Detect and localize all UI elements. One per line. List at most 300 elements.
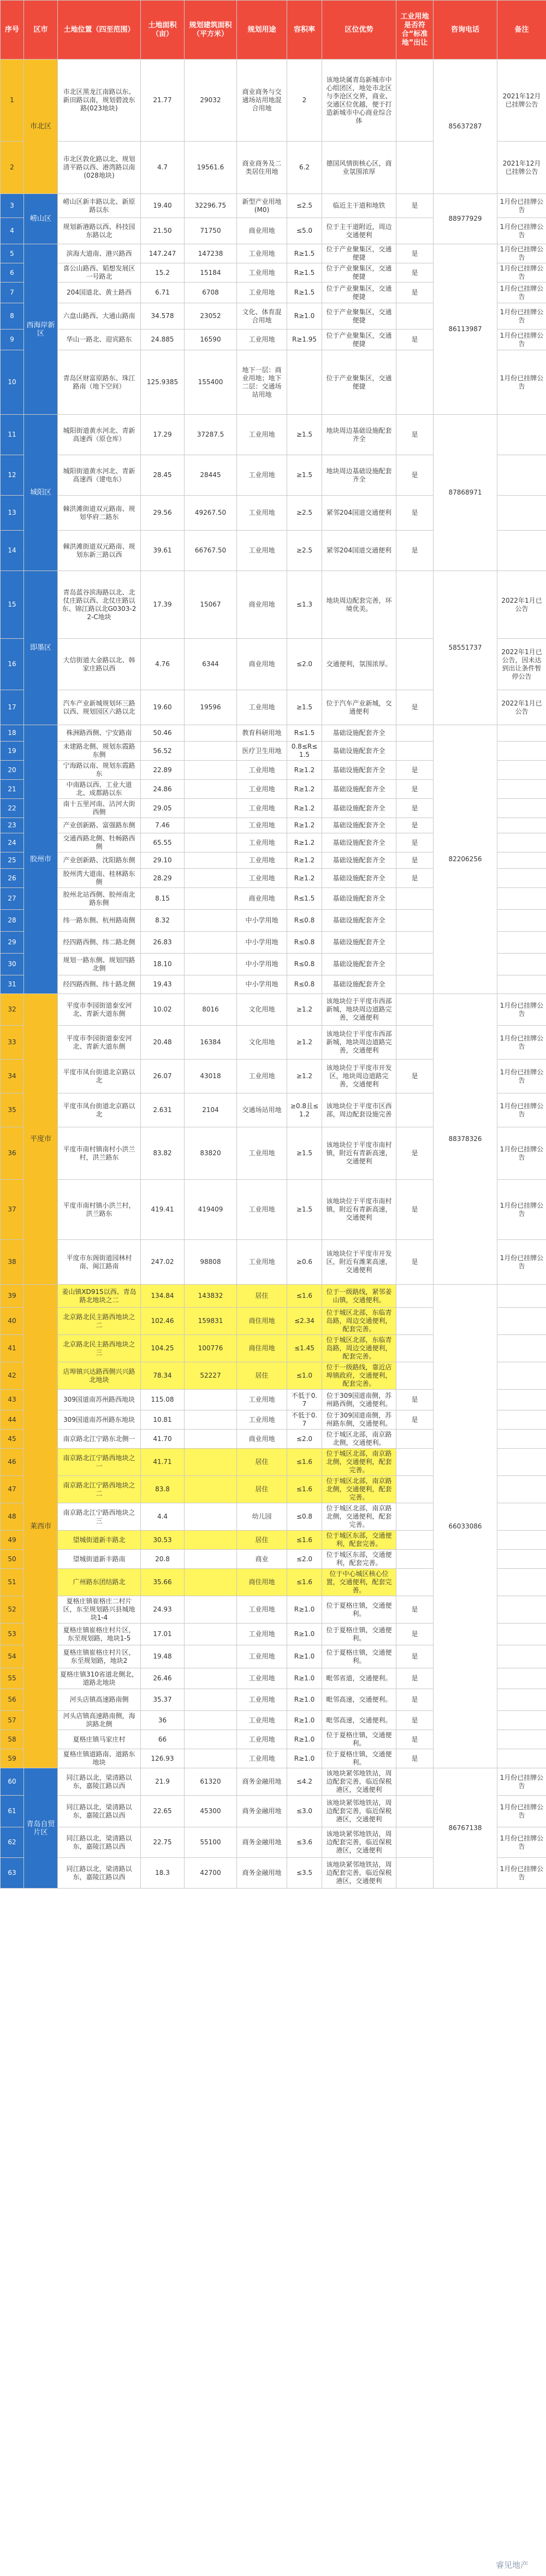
cell-industrial: 是 bbox=[396, 415, 434, 455]
cell-far: R≥1.0 bbox=[287, 1730, 322, 1749]
cell-use: 商业 bbox=[237, 1550, 287, 1569]
cell-build bbox=[185, 799, 237, 818]
cell-note bbox=[497, 910, 546, 932]
cell-seq: 35 bbox=[1, 1093, 24, 1127]
cell-phone: 58551737 bbox=[434, 571, 497, 725]
cell-use: 工业用地 bbox=[237, 244, 287, 263]
cell-industrial bbox=[396, 742, 434, 761]
cell-industrial: 是 bbox=[396, 1668, 434, 1689]
cell-far: R≥1.0 bbox=[287, 1624, 322, 1645]
cell-location: 城阳街道黄水河北、青新高速西（建电东） bbox=[58, 455, 141, 496]
cell-area: 126.93 bbox=[141, 1749, 185, 1768]
cell-far: ≥1.2 bbox=[287, 994, 322, 1026]
table-row bbox=[1, 244, 546, 263]
cell-seq: 26 bbox=[1, 869, 24, 888]
cell-build: 45300 bbox=[185, 1796, 237, 1827]
cell-use: 幼儿园 bbox=[237, 1503, 287, 1531]
cell-build: 159831 bbox=[185, 1308, 237, 1335]
cell-industrial bbox=[396, 1449, 434, 1476]
cell-industrial: 是 bbox=[396, 283, 434, 303]
cell-build bbox=[185, 833, 237, 852]
cell-industrial: 是 bbox=[396, 869, 434, 888]
cell-area: 19.43 bbox=[141, 975, 185, 994]
cell-use: 工业用地 bbox=[237, 1624, 287, 1645]
cell-seq: 63 bbox=[1, 1858, 24, 1889]
cell-far: R≥1.0 bbox=[287, 1689, 322, 1711]
cell-use: 文化、体育混合用地 bbox=[237, 303, 287, 330]
cell-seq: 18 bbox=[1, 725, 24, 742]
cell-area: 18.10 bbox=[141, 954, 185, 975]
cell-far: R≤0.8 bbox=[287, 910, 322, 932]
cell-note bbox=[497, 1550, 546, 1569]
cell-build bbox=[185, 975, 237, 994]
cell-note bbox=[497, 1410, 546, 1430]
cell-seq: 16 bbox=[1, 639, 24, 690]
header-advantage: 区位优势 bbox=[322, 1, 396, 60]
cell-industrial: 是 bbox=[396, 1711, 434, 1730]
cell-note bbox=[497, 531, 546, 571]
cell-location: 平度市凤台街道北京路以北 bbox=[58, 1060, 141, 1093]
cell-area: 35.66 bbox=[141, 1569, 185, 1596]
cell-advantage: 位于一级路线，紧邻姜山镇，交通便利。 bbox=[322, 1285, 396, 1308]
cell-phone: 88977929 bbox=[434, 194, 497, 244]
cell-far: R≤0.8 bbox=[287, 975, 322, 994]
cell-industrial: 是 bbox=[396, 690, 434, 725]
cell-advantage: 临近主干道和地铁 bbox=[322, 194, 396, 218]
cell-build: 28445 bbox=[185, 455, 237, 496]
cell-location: 株洲路西侧、宁安路南 bbox=[58, 725, 141, 742]
cell-use: 商业用地 bbox=[237, 888, 287, 910]
cell-build bbox=[185, 910, 237, 932]
cell-industrial: 是 bbox=[396, 1240, 434, 1285]
cell-use: 工业用地 bbox=[237, 283, 287, 303]
cell-far: ≥2.5 bbox=[287, 531, 322, 571]
cell-far: R≤1.5 bbox=[287, 725, 322, 742]
cell-seq: 37 bbox=[1, 1180, 24, 1240]
cell-industrial bbox=[396, 1285, 434, 1308]
cell-location: 南京路北江宁路西地块之二 bbox=[58, 1476, 141, 1503]
cell-far: ≥1.5 bbox=[287, 690, 322, 725]
cell-area: 29.10 bbox=[141, 852, 185, 869]
cell-industrial bbox=[396, 1768, 434, 1796]
cell-seq: 17 bbox=[1, 690, 24, 725]
cell-seq: 42 bbox=[1, 1362, 24, 1390]
cell-build bbox=[185, 1531, 237, 1550]
cell-use: 工业用地 bbox=[237, 263, 287, 283]
cell-location: 胶州湾大道南、桂林路东侧 bbox=[58, 869, 141, 888]
cell-seq: 7 bbox=[1, 283, 24, 303]
cell-advantage: 位于城区北部，南京路北侧，交通便利，配套完善。 bbox=[322, 1503, 396, 1531]
cell-build: 143832 bbox=[185, 1285, 237, 1308]
cell-area: 19.60 bbox=[141, 690, 185, 725]
cell-far: R≤0.8 bbox=[287, 954, 322, 975]
cell-use: 居住 bbox=[237, 1476, 287, 1503]
cell-note bbox=[497, 496, 546, 531]
cell-far: ≤3.5 bbox=[287, 1858, 322, 1889]
cell-area: 41.70 bbox=[141, 1430, 185, 1449]
cell-area: 26.07 bbox=[141, 1060, 185, 1093]
cell-note bbox=[497, 415, 546, 455]
cell-use: 工业用地 bbox=[237, 455, 287, 496]
cell-note: 1月份已挂牌公告 bbox=[497, 244, 546, 263]
cell-advantage: 位于城区东部，交通便利，配套完善。 bbox=[322, 1531, 396, 1550]
cell-build bbox=[185, 1596, 237, 1624]
cell-area: 22.65 bbox=[141, 1796, 185, 1827]
cell-industrial bbox=[396, 350, 434, 415]
cell-location: 交通西路北侧、牡畅路西侧 bbox=[58, 833, 141, 852]
cell-advantage: 基础设施配套齐全 bbox=[322, 761, 396, 780]
cell-area: 83.82 bbox=[141, 1127, 185, 1180]
cell-build bbox=[185, 818, 237, 833]
cell-note bbox=[497, 1596, 546, 1624]
cell-advantage: 位于309国道南侧，苏州路西侧，交通便利。 bbox=[322, 1390, 396, 1410]
cell-industrial: 是 bbox=[396, 799, 434, 818]
cell-note bbox=[497, 1449, 546, 1476]
cell-industrial bbox=[396, 571, 434, 639]
cell-note: 1月份已挂牌公告 bbox=[497, 330, 546, 350]
cell-area: 29.05 bbox=[141, 799, 185, 818]
cell-industrial bbox=[396, 639, 434, 690]
cell-location: 夏格庄镇崔格庄村片区，东至规划路，地块2 bbox=[58, 1645, 141, 1668]
cell-advantage: 位于夏格庄镇，交通便利。 bbox=[322, 1645, 396, 1668]
cell-advantage: 位于城区北部，南京路北侧，交通便利，配套完善。 bbox=[322, 1476, 396, 1503]
cell-location: 六盘山路西、大通山路南 bbox=[58, 303, 141, 330]
cell-seq: 3 bbox=[1, 194, 24, 218]
cell-industrial: 是 bbox=[396, 194, 434, 218]
cell-area: 36 bbox=[141, 1711, 185, 1730]
cell-seq: 38 bbox=[1, 1240, 24, 1285]
cell-far: ≤1.6 bbox=[287, 1531, 322, 1550]
cell-location: 夏格庄镇310省道北侧北，道路北地块 bbox=[58, 1668, 141, 1689]
cell-advantage: 位于城区北部，东临青岛路，周边交通便利，配套完善。 bbox=[322, 1308, 396, 1335]
cell-note bbox=[497, 1335, 546, 1362]
cell-use: 工业用地 bbox=[237, 852, 287, 869]
cell-advantage: 位于中心城区核心位置，交通便利，配套完善。 bbox=[322, 1569, 396, 1596]
cell-area: 24.86 bbox=[141, 780, 185, 799]
cell-far: ≥1.5 bbox=[287, 1180, 322, 1240]
cell-build bbox=[185, 1503, 237, 1531]
cell-location: 城阳街道黄水河北、青新高速西（原仓库） bbox=[58, 415, 141, 455]
cell-phone: 86767138 bbox=[434, 1768, 497, 1889]
cell-note: 1月份已挂牌公告 bbox=[497, 1858, 546, 1889]
cell-build: 8016 bbox=[185, 994, 237, 1026]
cell-seq: 52 bbox=[1, 1596, 24, 1624]
cell-district: 平度市 bbox=[24, 994, 58, 1285]
cell-industrial: 是 bbox=[396, 330, 434, 350]
cell-area: 104.25 bbox=[141, 1335, 185, 1362]
cell-location: 店埠镇兴达路西侧兴兴路北地块 bbox=[58, 1362, 141, 1390]
cell-build: 16590 bbox=[185, 330, 237, 350]
cell-seq: 50 bbox=[1, 1550, 24, 1569]
cell-advantage: 基础设施配套齐全 bbox=[322, 888, 396, 910]
cell-industrial: 是 bbox=[396, 244, 434, 263]
cell-area: 17.29 bbox=[141, 415, 185, 455]
cell-location: 平度市东阁街道园林村南、闽江路南 bbox=[58, 1240, 141, 1285]
cell-location: 河头店镇高速路南侧，海滨路北侧 bbox=[58, 1711, 141, 1730]
cell-build bbox=[185, 1645, 237, 1668]
cell-seq: 8 bbox=[1, 303, 24, 330]
cell-build: 66767.50 bbox=[185, 531, 237, 571]
cell-location: 同江路以北，梁清路以东，嘉陵江路以西 bbox=[58, 1768, 141, 1796]
cell-area: 21.50 bbox=[141, 218, 185, 244]
cell-seq: 49 bbox=[1, 1531, 24, 1550]
cell-area: 17.01 bbox=[141, 1624, 185, 1645]
cell-use: 商业用地 bbox=[237, 571, 287, 639]
cell-industrial: 是 bbox=[396, 833, 434, 852]
cell-area: 125.9385 bbox=[141, 350, 185, 415]
cell-seq: 59 bbox=[1, 1749, 24, 1768]
cell-far: ≤3.0 bbox=[287, 1796, 322, 1827]
cell-area: 147.247 bbox=[141, 244, 185, 263]
cell-build: 19561.6 bbox=[185, 142, 237, 194]
table-row bbox=[1, 194, 546, 218]
cell-note bbox=[497, 954, 546, 975]
cell-location: 规划一路东侧、规划四路北侧 bbox=[58, 954, 141, 975]
cell-advantage: 基础设施配套齐全 bbox=[322, 725, 396, 742]
cell-note: 1月份已挂牌公告 bbox=[497, 1768, 546, 1796]
cell-area: 26.83 bbox=[141, 932, 185, 954]
cell-location: 宁海路以南、规划东霞路东 bbox=[58, 761, 141, 780]
cell-use: 文化用地 bbox=[237, 1026, 287, 1060]
cell-far: R≤0.8 bbox=[287, 932, 322, 954]
cell-note bbox=[497, 1569, 546, 1596]
cell-advantage: 该地块位于平度市开发区，附近有潍莱高速，交通便利 bbox=[322, 1240, 396, 1285]
cell-advantage: 位于汽车产业新城，交通便利 bbox=[322, 690, 396, 725]
cell-use: 工业用地 bbox=[237, 1596, 287, 1624]
cell-location: 青岛区财富原路东、珠江路南（地下空间） bbox=[58, 350, 141, 415]
cell-note bbox=[497, 1645, 546, 1668]
cell-note: 1月份已挂牌公告 bbox=[497, 1127, 546, 1180]
cell-advantage: 该地块紧邻地铁站，周边配套完善，临近保税港区，交通便利 bbox=[322, 1858, 396, 1889]
cell-location: 北京路北民主路西地块之三 bbox=[58, 1335, 141, 1362]
cell-area: 17.39 bbox=[141, 571, 185, 639]
cell-area: 4.76 bbox=[141, 639, 185, 690]
cell-advantage: 位于夏格庄镇，交通便利。 bbox=[322, 1624, 396, 1645]
cell-location: 平度市凤台街道北京路以北 bbox=[58, 1093, 141, 1127]
cell-note: 2022年1月已公告 bbox=[497, 690, 546, 725]
cell-far: 不低于0.7 bbox=[287, 1410, 322, 1430]
cell-far: ≤1.6 bbox=[287, 1476, 322, 1503]
header-area: 土地面积（亩） bbox=[141, 1, 185, 60]
cell-seq: 14 bbox=[1, 531, 24, 571]
cell-industrial bbox=[396, 1335, 434, 1362]
cell-advantage: 毗邻高速，交通便利。 bbox=[322, 1689, 396, 1711]
cell-seq: 2 bbox=[1, 142, 24, 194]
cell-far: R≥1.2 bbox=[287, 761, 322, 780]
cell-location: 南京路北江宁路东北侧一 bbox=[58, 1430, 141, 1449]
cell-location: 南京路北江宁路西地块之一 bbox=[58, 1449, 141, 1476]
cell-build bbox=[185, 869, 237, 888]
cell-build: 55100 bbox=[185, 1827, 237, 1858]
cell-build bbox=[185, 742, 237, 761]
cell-far: ≤1.6 bbox=[287, 1285, 322, 1308]
cell-use: 商业商务及二类居住用地 bbox=[237, 142, 287, 194]
cell-advantage: 位于城区北部，南京路北侧，交通便利。 bbox=[322, 1430, 396, 1449]
cell-note bbox=[497, 1285, 546, 1308]
cell-far: R≥1.2 bbox=[287, 780, 322, 799]
cell-far: ≤2.0 bbox=[287, 1550, 322, 1569]
cell-build: 2104 bbox=[185, 1093, 237, 1127]
cell-advantage: 德国风情街核心区，商业氛围浓厚 bbox=[322, 142, 396, 194]
cell-far: ≥1.2 bbox=[287, 1060, 322, 1093]
cell-note: 1月份已挂牌公告 bbox=[497, 1060, 546, 1093]
table-row bbox=[1, 725, 546, 742]
cell-industrial bbox=[396, 932, 434, 954]
cell-build bbox=[185, 1410, 237, 1430]
cell-build: 155400 bbox=[185, 350, 237, 415]
cell-far: ≥2.5 bbox=[287, 496, 322, 531]
cell-location: 南京路北江宁路西地块之三 bbox=[58, 1503, 141, 1531]
cell-advantage: 基础设施配套齐全 bbox=[322, 975, 396, 994]
cell-location: 北京路北民主路西地块之二 bbox=[58, 1308, 141, 1335]
cell-industrial bbox=[396, 1550, 434, 1569]
cell-use: 工业用地 bbox=[237, 415, 287, 455]
cell-use: 中小学用地 bbox=[237, 932, 287, 954]
cell-location: 棘洪滩街道双元路南、规划东新三路以西 bbox=[58, 531, 141, 571]
cell-seq: 30 bbox=[1, 954, 24, 975]
cell-location: 夏格庄镇崔格庄二村片区，东至规划路兴县城地块1-4 bbox=[58, 1596, 141, 1624]
cell-note: 2021年12月已挂牌公告 bbox=[497, 142, 546, 194]
cell-advantage: 位于产业聚集区，交通便捷 bbox=[322, 283, 396, 303]
header-phone: 咨询电话 bbox=[434, 1, 497, 60]
cell-note bbox=[497, 455, 546, 496]
cell-build: 15184 bbox=[185, 263, 237, 283]
cell-far: R≥1.5 bbox=[287, 283, 322, 303]
cell-far: R≥1.2 bbox=[287, 833, 322, 852]
cell-build: 19596 bbox=[185, 690, 237, 725]
cell-location: 同江路以北，梁清路以东，嘉陵江路以西 bbox=[58, 1827, 141, 1858]
cell-advantage: 位于城区北部，东临青岛路，周边交通便利，配套完善。 bbox=[322, 1335, 396, 1362]
cell-seq: 58 bbox=[1, 1730, 24, 1749]
cell-seq: 25 bbox=[1, 852, 24, 869]
cell-seq: 9 bbox=[1, 330, 24, 350]
cell-build: 6708 bbox=[185, 283, 237, 303]
cell-location: 平度市南村镇小洪兰村，洪兰路东 bbox=[58, 1180, 141, 1240]
cell-build bbox=[185, 1711, 237, 1730]
cell-advantage: 基础设施配套齐全 bbox=[322, 954, 396, 975]
cell-location: 产业创新路、富强路东侧 bbox=[58, 818, 141, 833]
cell-build bbox=[185, 1689, 237, 1711]
cell-area: 21.77 bbox=[141, 60, 185, 142]
cell-industrial bbox=[396, 994, 434, 1026]
cell-seq: 29 bbox=[1, 932, 24, 954]
cell-note: 1月份已挂牌公告 bbox=[497, 283, 546, 303]
cell-build: 49267.50 bbox=[185, 496, 237, 531]
cell-area: 83.8 bbox=[141, 1476, 185, 1503]
cell-note: 1月份已挂牌公告 bbox=[497, 1827, 546, 1858]
cell-use: 工业用地 bbox=[237, 869, 287, 888]
cell-use: 居住 bbox=[237, 1285, 287, 1308]
cell-advantage: 该地块位于平度市区西部，周边配套设施完善 bbox=[322, 1093, 396, 1127]
cell-seq: 5 bbox=[1, 244, 24, 263]
cell-far: ≤5.0 bbox=[287, 218, 322, 244]
cell-seq: 11 bbox=[1, 415, 24, 455]
cell-location: 309国道南苏州路东地块 bbox=[58, 1410, 141, 1430]
cell-advantage: 紧邻204国道交通便利 bbox=[322, 496, 396, 531]
cell-use: 工业用地 bbox=[237, 818, 287, 833]
cell-area: 4.7 bbox=[141, 142, 185, 194]
cell-far: 0.8≤R≤1.5 bbox=[287, 742, 322, 761]
cell-industrial bbox=[396, 218, 434, 244]
cell-advantage: 位于309国道南侧，苏州路东侧，交通便利。 bbox=[322, 1410, 396, 1430]
cell-far: ≥0.8且≤1.2 bbox=[287, 1093, 322, 1127]
cell-note bbox=[497, 1390, 546, 1410]
cell-build: 71750 bbox=[185, 218, 237, 244]
cell-advantage: 紧邻204国道交通便利 bbox=[322, 531, 396, 571]
cell-far: R≥1.2 bbox=[287, 818, 322, 833]
cell-phone: 88378326 bbox=[434, 994, 497, 1285]
cell-industrial bbox=[396, 888, 434, 910]
cell-industrial: 是 bbox=[396, 818, 434, 833]
cell-build bbox=[185, 761, 237, 780]
cell-note bbox=[497, 1430, 546, 1449]
cell-note: 1月份已挂牌公告 bbox=[497, 263, 546, 283]
cell-industrial: 是 bbox=[396, 1127, 434, 1180]
cell-area: 24.885 bbox=[141, 330, 185, 350]
cell-industrial bbox=[396, 1093, 434, 1127]
cell-seq: 61 bbox=[1, 1796, 24, 1827]
header-seq: 序号 bbox=[1, 1, 24, 60]
cell-advantage: 基础设施配套齐全 bbox=[322, 799, 396, 818]
cell-location: 未建路北侧、规划东霞路东侧 bbox=[58, 742, 141, 761]
cell-location: 经四路西侧、纬二路北侧 bbox=[58, 932, 141, 954]
cell-advantage: 该地块紧邻地铁站，周边配套完善，临近保税港区，交通便利 bbox=[322, 1768, 396, 1796]
cell-area: 102.46 bbox=[141, 1308, 185, 1335]
cell-note bbox=[497, 852, 546, 869]
cell-far: ≥1.5 bbox=[287, 1127, 322, 1180]
cell-far: ≤3.6 bbox=[287, 1827, 322, 1858]
cell-note: 1月份已挂牌公告 bbox=[497, 194, 546, 218]
cell-location: 望城街道新丰路北 bbox=[58, 1531, 141, 1550]
cell-use: 中小学用地 bbox=[237, 975, 287, 994]
cell-location: 中南路以西、工业大道北、成都路以东 bbox=[58, 780, 141, 799]
cell-note bbox=[497, 932, 546, 954]
cell-location: 南十五里河南、沽河大街西侧 bbox=[58, 799, 141, 818]
cell-far: R≥1.0 bbox=[287, 1749, 322, 1768]
cell-area: 19.40 bbox=[141, 194, 185, 218]
cell-far bbox=[287, 350, 322, 415]
cell-far: 不低于0.7 bbox=[287, 1390, 322, 1410]
cell-seq: 36 bbox=[1, 1127, 24, 1180]
cell-advantage: 地块周边配套完善，环境优美。 bbox=[322, 571, 396, 639]
table-row bbox=[1, 60, 546, 142]
cell-use: 工业用地 bbox=[237, 1711, 287, 1730]
cell-use: 商务金融用地 bbox=[237, 1768, 287, 1796]
cell-seq: 55 bbox=[1, 1668, 24, 1689]
cell-industrial bbox=[396, 1531, 434, 1550]
cell-note bbox=[497, 869, 546, 888]
cell-use: 商业用地 bbox=[237, 639, 287, 690]
cell-district: 胶州市 bbox=[24, 725, 58, 994]
cell-note bbox=[497, 1668, 546, 1689]
cell-far: R≥1.0 bbox=[287, 1596, 322, 1624]
cell-industrial: 是 bbox=[396, 1596, 434, 1624]
cell-far: ≥1.5 bbox=[287, 455, 322, 496]
header-industrial: 工业用地是否符合“标准地”出让 bbox=[396, 1, 434, 60]
cell-industrial bbox=[396, 1827, 434, 1858]
cell-note bbox=[497, 1476, 546, 1503]
cell-area: 29.56 bbox=[141, 496, 185, 531]
cell-area: 8.32 bbox=[141, 910, 185, 932]
cell-far: ≤4.2 bbox=[287, 1768, 322, 1796]
cell-seq: 10 bbox=[1, 350, 24, 415]
cell-location: 市北区黑龙江南路以东、新田路以南，规划碧波东路(023地块) bbox=[58, 60, 141, 142]
cell-phone: 82206256 bbox=[434, 725, 497, 994]
cell-area: 10.81 bbox=[141, 1410, 185, 1430]
cell-area: 35.37 bbox=[141, 1689, 185, 1711]
cell-use: 工业用地 bbox=[237, 496, 287, 531]
cell-far: R≥1.2 bbox=[287, 799, 322, 818]
